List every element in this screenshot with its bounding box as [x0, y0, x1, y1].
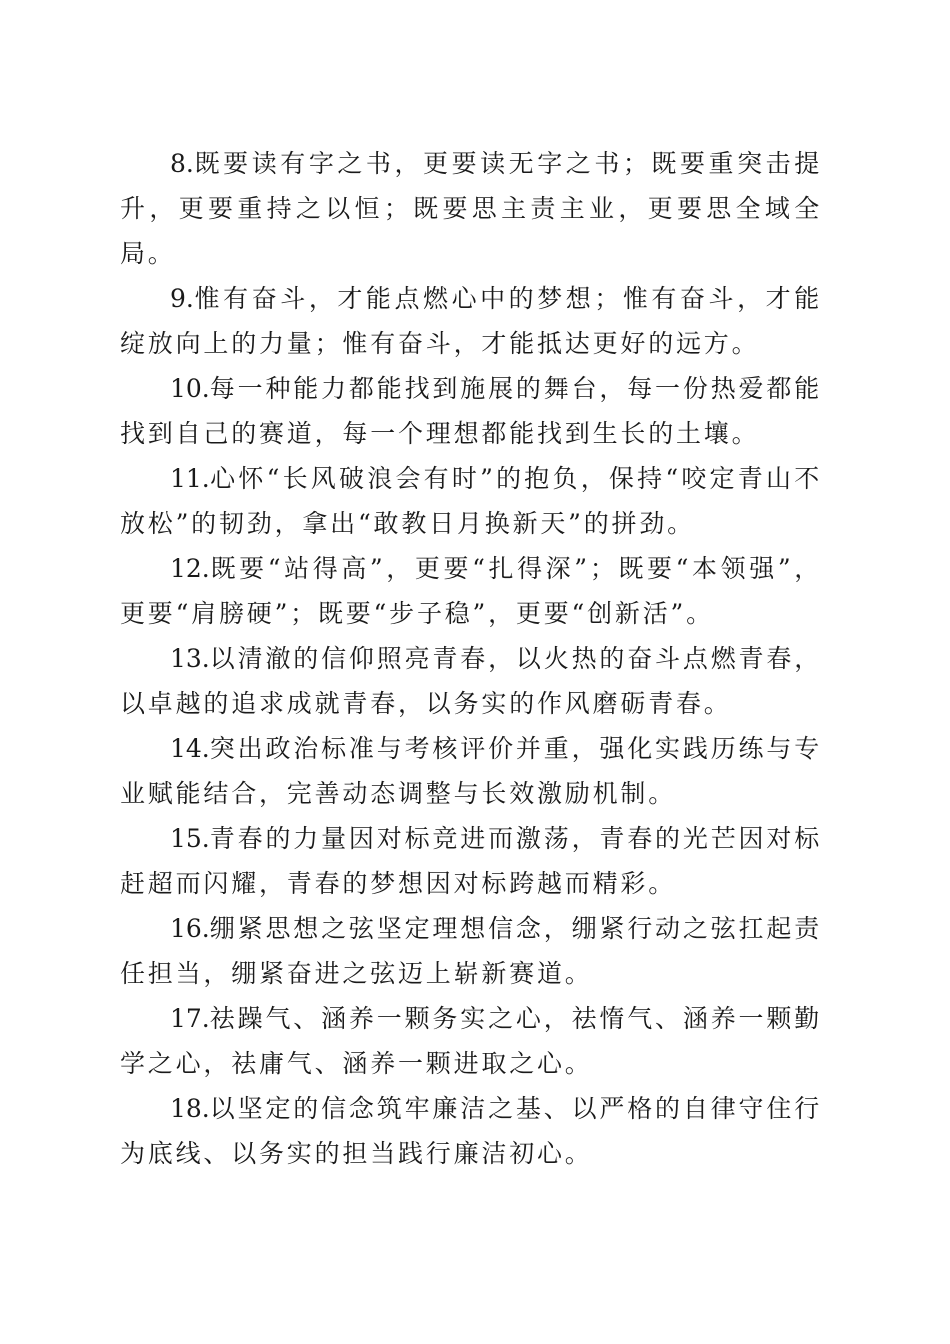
item-number: 13. — [170, 644, 210, 673]
item-text: 以清澈的信仰照亮青春，以火热的奋斗点燃青春，以卓越的追求成就青春，以务实的作风磨砺青春。 — [120, 644, 822, 718]
list-item — [120, 546, 822, 636]
item-number: 15. — [170, 824, 210, 853]
list-item — [120, 456, 822, 546]
list-item — [120, 276, 822, 366]
item-text: 惟有奋斗，才能点燃心中的梦想；惟有奋斗，才能绽放向上的力量；惟有奋斗，才能抵达更好的远方。 — [120, 284, 822, 358]
item-text: 心怀“长风破浪会有时”的抱负，保持“咬定青山不放松”的韧劲，拿出“敢教日月换新天”的拼劲。 — [120, 464, 822, 538]
document-body — [120, 141, 822, 1176]
item-number: 14. — [170, 734, 210, 763]
item-text: 既要读有字之书，更要读无字之书；既要重突击提升，更要重持之以恒；既要思主责主业，更要思全域全局。 — [120, 149, 822, 268]
item-number: 10. — [170, 374, 210, 403]
list-item — [120, 636, 822, 726]
item-number: 12. — [170, 554, 210, 583]
list-item — [120, 906, 822, 996]
item-number: 17. — [170, 1004, 210, 1033]
item-number: 16. — [170, 914, 210, 943]
item-number: 18. — [170, 1094, 210, 1123]
item-number: 9. — [170, 284, 194, 313]
item-number: 11. — [170, 464, 210, 493]
list-item — [120, 366, 822, 456]
item-text: 突出政治标准与考核评价并重，强化实践历练与专业赋能结合，完善动态调整与长效激励机制。 — [120, 734, 822, 808]
list-item — [120, 141, 822, 276]
list-item — [120, 1086, 822, 1176]
list-item — [120, 726, 822, 816]
list-item — [120, 996, 822, 1086]
item-number: 8. — [170, 149, 194, 178]
item-text: 祛躁气、涵养一颗务实之心，祛惰气、涵养一颗勤学之心，祛庸气、涵养一颗进取之心。 — [120, 1004, 822, 1078]
item-text: 以坚定的信念筑牢廉洁之基、以严格的自律守住行为底线、以务实的担当践行廉洁初心。 — [120, 1094, 822, 1168]
item-text: 每一种能力都能找到施展的舞台，每一份热爱都能找到自己的赛道，每一个理想都能找到生长的土壤。 — [120, 374, 822, 448]
item-text: 绷紧思想之弦坚定理想信念，绷紧行动之弦扛起责任担当，绷紧奋进之弦迈上崭新赛道。 — [120, 914, 822, 988]
list-item — [120, 816, 822, 906]
item-text: 既要“站得高”，更要“扎得深”；既要“本领强”，更要“肩膀硬”；既要“步子稳”，更要“创新活”。 — [120, 554, 822, 628]
item-text: 青春的力量因对标竞进而激荡，青春的光芒因对标赶超而闪耀，青春的梦想因对标跨越而精彩。 — [120, 824, 822, 898]
